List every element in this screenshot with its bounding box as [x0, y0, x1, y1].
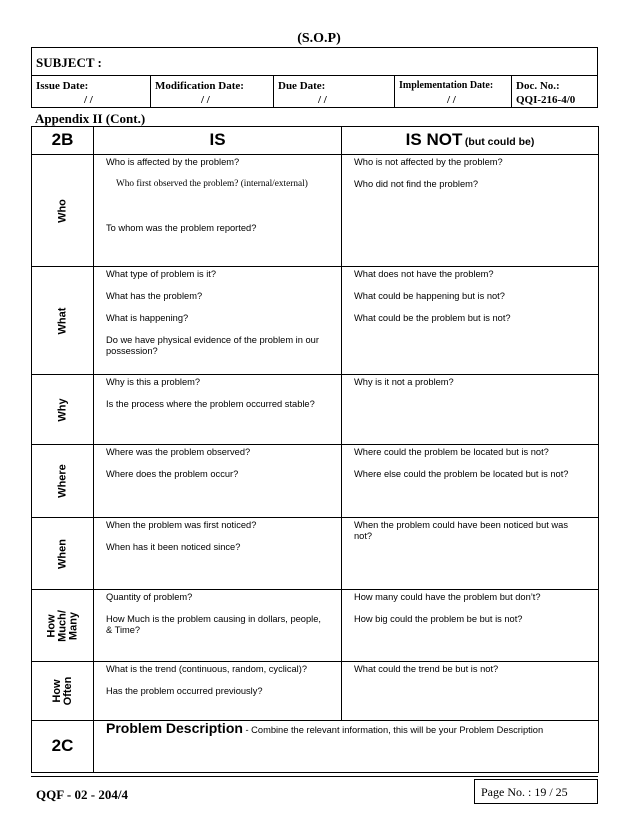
table-row-why — [32, 375, 599, 445]
row-label-how-often — [52, 677, 74, 706]
is-question: What type of problem is it? — [106, 269, 217, 279]
row-label-line: Often — [61, 676, 74, 706]
is-question: Who is affected by the problem? — [106, 157, 240, 167]
row-label-why: Why — [56, 397, 68, 422]
row-label-who: Who — [56, 198, 68, 223]
table-header-row — [32, 127, 599, 155]
section-code-2b: 2B — [51, 129, 74, 149]
is-question: Where was the problem observed? — [106, 447, 251, 457]
issue-date-label: Issue Date: — [36, 80, 89, 92]
table-row-who — [32, 155, 599, 267]
table-row-where — [32, 445, 599, 518]
is-not-question: What could be happening but is not? — [354, 291, 505, 301]
is-not-heading: IS NOT — [405, 129, 463, 149]
is-not-question: Where else could the problem be located but is not? — [354, 469, 569, 479]
due-date-value: / / — [318, 94, 327, 106]
problem-description-instruction: - Combine the relevant information, this will be your Problem Description — [242, 725, 544, 735]
table-row-what — [32, 267, 599, 375]
is-question: Who first observed the problem? (internal/external) — [116, 179, 308, 189]
form-code: QQF - 02 - 204/4 — [36, 787, 128, 802]
appendix-title: Appendix II (Cont.) — [35, 111, 146, 126]
is-question: To whom was the problem reported? — [106, 223, 257, 233]
is-not-question: What could the trend be but is not? — [354, 664, 499, 674]
issue-date-value: / / — [84, 94, 93, 106]
table-row-when — [32, 518, 599, 590]
modification-date-label: Modification Date: — [155, 80, 244, 92]
is-is-not-table — [31, 126, 599, 773]
footer-divider — [31, 776, 598, 777]
table-row-how-much — [32, 590, 599, 662]
is-question: Has the problem occurred previously? — [106, 686, 263, 696]
due-date-cell — [274, 76, 395, 107]
is-not-question: Why is it not a problem? — [354, 377, 454, 387]
is-question: What is the trend (continuous, random, cyclical)? — [106, 664, 308, 674]
is-question: Do we have physical evidence of the problem in our possession? — [106, 335, 319, 356]
document-title: (S.O.P) — [297, 31, 341, 46]
row-label-what: What — [56, 307, 68, 334]
is-question: Quantity of problem? — [106, 592, 193, 602]
is-question: Why is this a problem? — [106, 377, 201, 387]
table-row-problem-description — [32, 721, 599, 773]
doc-no-label: Doc. No.: — [516, 80, 560, 92]
is-not-question: Who is not affected by the problem? — [354, 157, 503, 167]
header-block — [31, 47, 598, 108]
problem-description-title: Problem Description — [106, 720, 243, 736]
modification-date-value: / / — [201, 94, 210, 106]
page-number-box: Page No. : 19 / 25 — [474, 779, 598, 804]
issue-date-cell — [32, 76, 151, 107]
row-label-line: How — [45, 613, 57, 638]
is-not-question: Where could the problem be located but is not? — [354, 447, 549, 457]
row-label-line: How — [50, 679, 63, 703]
is-not-subheading: (but could be) — [464, 135, 535, 148]
is-question: How Much is the problem causing in dollars, people, & Time? — [106, 614, 321, 635]
doc-no-cell — [512, 76, 597, 107]
is-not-question: What could be the problem but is not? — [354, 313, 511, 323]
is-not-question: How many could have the problem but don’t? — [354, 592, 541, 602]
is-not-question: Who did not find the problem? — [354, 179, 479, 189]
is-question: What is happening? — [106, 313, 189, 323]
modification-date-cell — [151, 76, 274, 107]
is-not-question: When the problem could have been noticed but was not? — [354, 520, 568, 541]
is-not-question: What does not have the problem? — [354, 269, 494, 279]
is-question: When the problem was first noticed? — [106, 520, 257, 530]
is-question: Where does the problem occur? — [106, 469, 239, 479]
doc-no-value: QQI-216-4/0 — [516, 94, 576, 106]
row-label-line: Much/ — [56, 609, 68, 642]
is-question: Is the process where the problem occurred stable? — [106, 399, 315, 409]
implementation-date-label: Implementation Date: — [399, 80, 494, 91]
is-question: What has the problem? — [106, 291, 203, 301]
implementation-date-value: / / — [447, 94, 456, 106]
implementation-date-cell — [395, 76, 512, 107]
row-label-when: When — [56, 538, 68, 569]
table-row-how-often — [32, 662, 599, 721]
due-date-label: Due Date: — [278, 80, 326, 92]
is-not-question: How big could the problem be but is not? — [354, 614, 523, 624]
is-heading: IS — [209, 129, 226, 149]
row-label-how-much — [46, 610, 79, 642]
row-label-where: Where — [56, 464, 68, 498]
is-question: When has it been noticed since? — [106, 542, 241, 552]
subject-label: SUBJECT : — [32, 48, 597, 76]
section-code-2c: 2C — [51, 735, 74, 755]
row-label-line: Many — [67, 611, 79, 640]
